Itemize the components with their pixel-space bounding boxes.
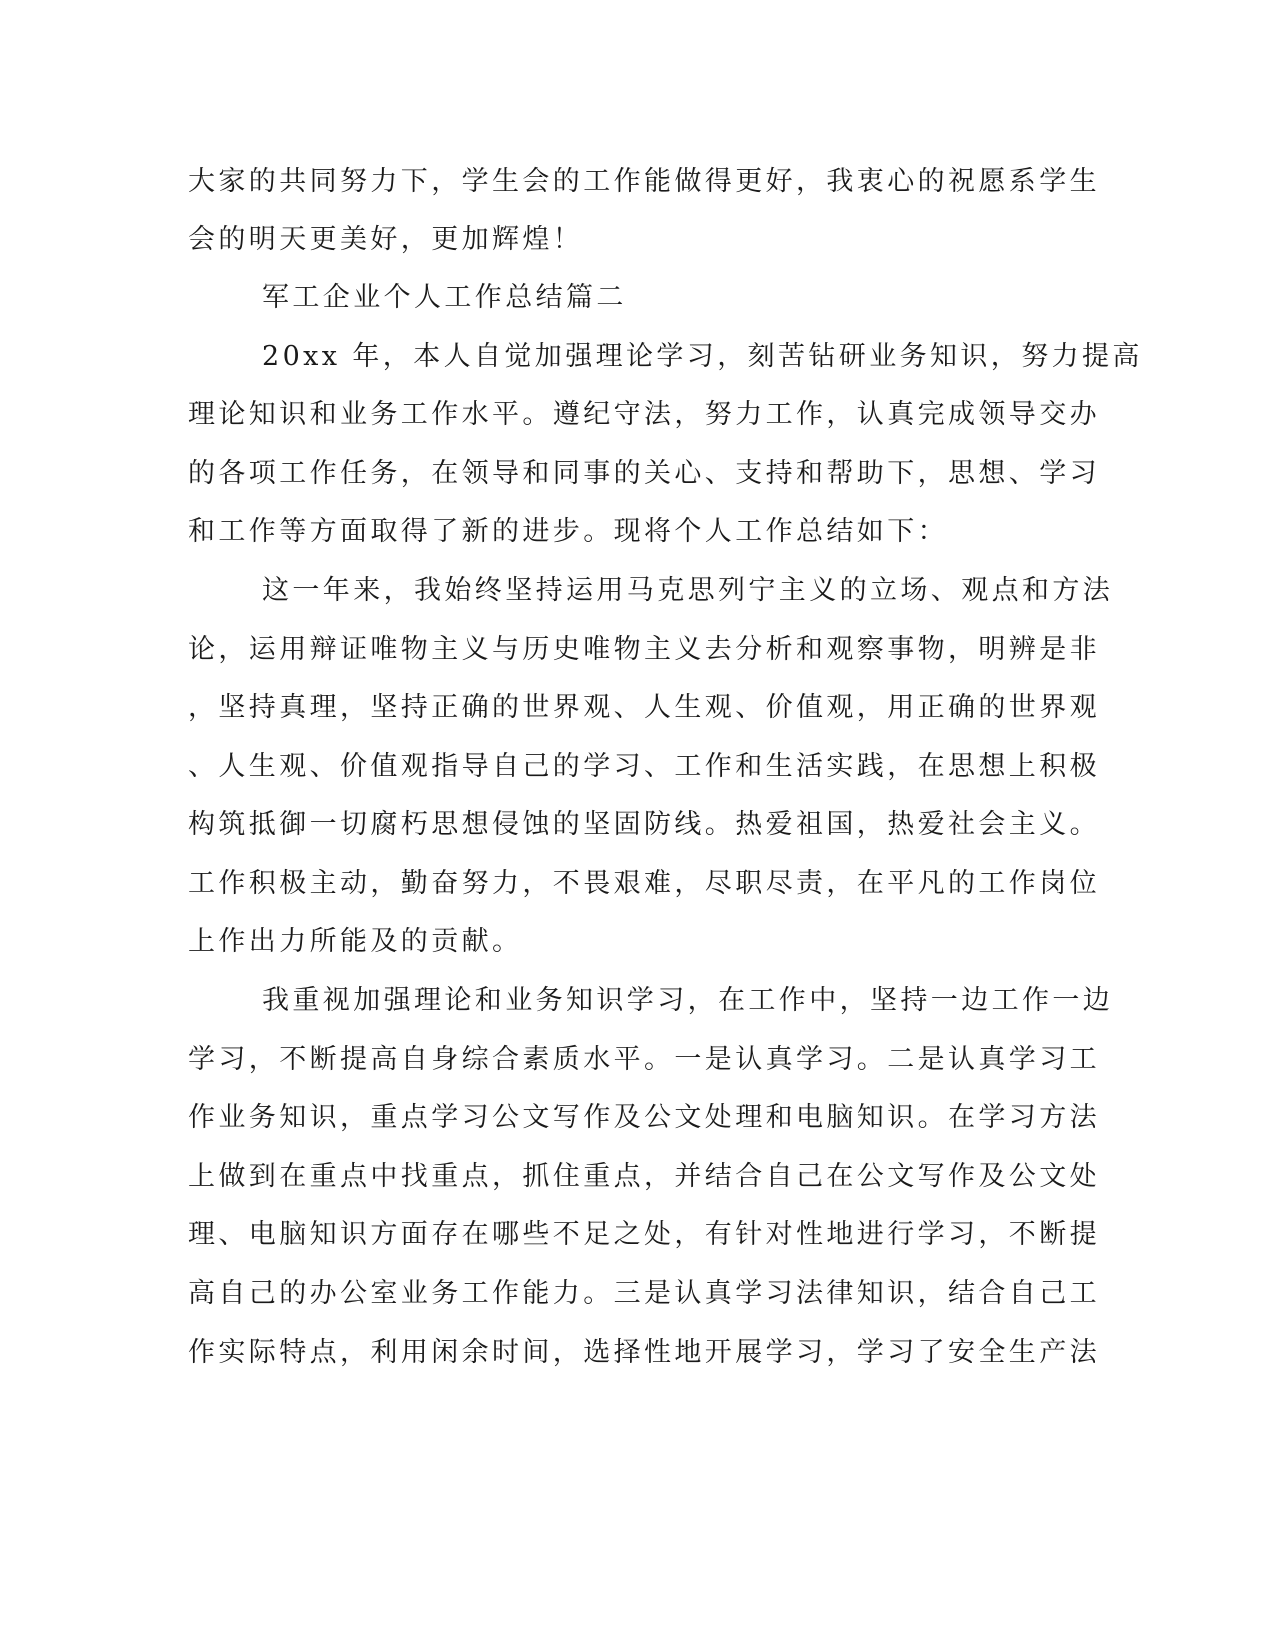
- text-line: 和工作等方面取得了新的进步。现将个人工作总结如下：: [188, 516, 948, 547]
- text-line: 学习，不断提高自身综合素质水平。一是认真学习。二是认真学习工: [188, 1044, 1100, 1075]
- text-line: 构筑抵御一切腐朽思想侵蚀的坚固防线。热爱祖国，热爱社会主义。: [188, 809, 1100, 840]
- text-line: 会的明天更美好，更加辉煌！: [188, 224, 584, 255]
- text-line: 、人生观、价值观指导自己的学习、工作和生活实践，在思想上积极: [188, 751, 1100, 782]
- text-line: 理论知识和业务工作水平。遵纪守法，努力工作，认真完成领导交办: [188, 399, 1100, 430]
- section-heading: 军工企业个人工作总结篇二: [262, 282, 627, 313]
- text-line: 论，运用辩证唯物主义与历史唯物主义去分析和观察事物，明辨是非: [188, 634, 1100, 665]
- text-line: 的各项工作任务，在领导和同事的关心、支持和帮助下，思想、学习: [188, 458, 1100, 489]
- text-line: 高自己的办公室业务工作能力。三是认真学习法律知识，结合自己工: [188, 1278, 1100, 1309]
- text-line: 上做到在重点中找重点，抓住重点，并结合自己在公文写作及公文处: [188, 1161, 1100, 1192]
- text-line: 大家的共同努力下，学生会的工作能做得更好，我衷心的祝愿系学生: [188, 166, 1100, 197]
- text-line: 上作出力所能及的贡献。: [188, 926, 523, 957]
- text-line: 理、电脑知识方面存在哪些不足之处，有针对性地进行学习，不断提: [188, 1219, 1100, 1250]
- text-line: 工作积极主动，勤奋努力，不畏艰难，尽职尽责，在平凡的工作岗位: [188, 868, 1100, 899]
- text-line: 作实际特点，利用闲余时间，选择性地开展学习，学习了安全生产法: [188, 1337, 1100, 1368]
- text-line: 20xx 年，本人自觉加强理论学习，刻苦钻研业务知识，努力提高: [262, 341, 1143, 372]
- text-line: ，坚持真理，坚持正确的世界观、人生观、价值观，用正确的世界观: [188, 692, 1100, 723]
- text-line: 我重视加强理论和业务知识学习，在工作中，坚持一边工作一边: [262, 985, 1114, 1016]
- text-line: 作业务知识，重点学习公文写作及公文处理和电脑知识。在学习方法: [188, 1102, 1100, 1133]
- text-line: 这一年来，我始终坚持运用马克思列宁主义的立场、观点和方法: [262, 575, 1114, 606]
